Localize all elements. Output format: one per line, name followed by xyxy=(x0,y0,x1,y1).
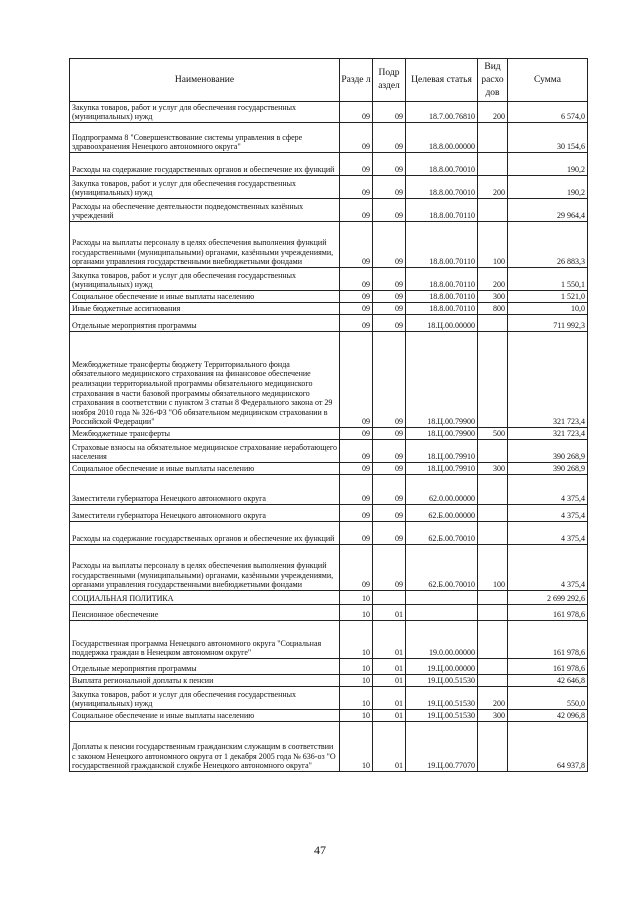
row-target-article-cell: 18.8.00.70110 xyxy=(406,199,478,222)
row-amount-cell: 4 375,4 xyxy=(508,475,588,505)
table-row xyxy=(70,545,588,591)
row-amount-cell: 321 723,4 xyxy=(508,332,588,428)
row-amount-cell: 26 883,3 xyxy=(508,222,588,268)
row-subsection-cell: 01 xyxy=(373,687,406,710)
row-amount-cell: 64 937,8 xyxy=(508,722,588,772)
row-subsection-cell: 01 xyxy=(373,659,406,675)
row-subsection-cell: 09 xyxy=(373,332,406,428)
row-subsection-cell: 09 xyxy=(373,222,406,268)
row-name-cell: Государственная программа Ненецкого автономного округа "Социальная поддержка граждан в Ненецком автономном округе" xyxy=(70,621,340,659)
row-subsection-cell: 01 xyxy=(373,605,406,621)
row-section-cell: 10 xyxy=(340,722,373,772)
row-expense-type-cell: 300 xyxy=(478,291,508,303)
row-section-cell: 09 xyxy=(340,428,373,440)
row-name-cell: Доплаты к пенсии государственным гражданским служащим в соответствии с законом Ненецкого автономного округа от 1 декабря 2005 года № 636-оз "О государственной гражданской службе Ненецкого автономного округа" xyxy=(70,722,340,772)
table-row xyxy=(70,176,588,199)
row-name-cell: Выплата региональной доплаты к пенсии xyxy=(70,675,340,687)
row-subsection-cell: 09 xyxy=(373,505,406,522)
row-section-cell: 10 xyxy=(340,675,373,687)
row-section-cell: 10 xyxy=(340,621,373,659)
header-target-article: Целевая статья xyxy=(406,59,478,102)
row-name-cell: Закупка товаров, работ и услуг для обеспечения государственных (муниципальных) нужд xyxy=(70,102,340,123)
row-name-cell: СОЦИАЛЬНАЯ ПОЛИТИКА xyxy=(70,591,340,605)
row-subsection-cell: 01 xyxy=(373,710,406,722)
row-expense-type-cell xyxy=(478,722,508,772)
row-expense-type-cell xyxy=(478,621,508,659)
row-subsection-cell: 09 xyxy=(373,463,406,475)
row-expense-type-cell xyxy=(478,505,508,522)
table-row xyxy=(70,428,588,440)
row-expense-type-cell xyxy=(478,199,508,222)
row-subsection-cell: 01 xyxy=(373,722,406,772)
row-amount-cell: 161 978,6 xyxy=(508,621,588,659)
table-row xyxy=(70,102,588,123)
row-expense-type-cell: 200 xyxy=(478,102,508,123)
row-section-cell: 09 xyxy=(340,522,373,545)
row-name-cell: Подпрограмма 8 "Совершенствование системы управления в сфере здравоохранения Ненецкого автономного округа" xyxy=(70,123,340,153)
row-amount-cell: 6 574,0 xyxy=(508,102,588,123)
row-amount-cell: 2 699 292,6 xyxy=(508,591,588,605)
row-target-article-cell: 18.Ц.00.79900 xyxy=(406,332,478,428)
row-name-cell: Пенсионное обеспечение xyxy=(70,605,340,621)
row-section-cell: 09 xyxy=(340,102,373,123)
row-section-cell: 09 xyxy=(340,303,373,315)
row-name-cell: Закупка товаров, работ и услуг для обеспечения государственных (муниципальных) нужд xyxy=(70,687,340,710)
row-amount-cell: 10,0 xyxy=(508,303,588,315)
row-expense-type-cell: 500 xyxy=(478,428,508,440)
row-subsection-cell: 09 xyxy=(373,315,406,332)
row-name-cell: Заместители губернатора Ненецкого автономного округа xyxy=(70,505,340,522)
table-row xyxy=(70,291,588,303)
row-subsection-cell: 09 xyxy=(373,440,406,463)
table-header-row xyxy=(70,59,588,102)
row-name-cell: Заместители губернатора Ненецкого автономного округа xyxy=(70,475,340,505)
row-expense-type-cell: 300 xyxy=(478,710,508,722)
row-amount-cell: 4 375,4 xyxy=(508,522,588,545)
header-subsection: Подр аздел xyxy=(373,59,406,102)
row-subsection-cell: 09 xyxy=(373,176,406,199)
row-expense-type-cell xyxy=(478,123,508,153)
row-name-cell: Расходы на содержание государственных органов и обеспечение их функций xyxy=(70,153,340,176)
row-section-cell: 09 xyxy=(340,268,373,291)
table-row xyxy=(70,722,588,772)
row-section-cell: 10 xyxy=(340,605,373,621)
budget-table xyxy=(69,58,588,772)
row-subsection-cell: 01 xyxy=(373,621,406,659)
row-amount-cell: 321 723,4 xyxy=(508,428,588,440)
row-subsection-cell: 01 xyxy=(373,675,406,687)
table-row xyxy=(70,222,588,268)
table-row xyxy=(70,440,588,463)
row-expense-type-cell xyxy=(478,522,508,545)
row-subsection-cell: 09 xyxy=(373,428,406,440)
row-section-cell: 09 xyxy=(340,123,373,153)
row-target-article-cell: 62.Б.00.70010 xyxy=(406,522,478,545)
row-name-cell: Межбюджетные трансферты бюджету Территориального фонда обязательного медицинского страхования на финансовое обеспечение реализации территориальной программы обязательного медицинского страхования в части базовой программы обязательного медицинского страхования в соответствии с пунктом 3 статьи 8 Федерального закона от 29 ноября 2010 года № 326-ФЗ "Об обязательном медицинском страховании в Российской Федерации" xyxy=(70,332,340,428)
row-section-cell: 09 xyxy=(340,475,373,505)
row-subsection-cell: 09 xyxy=(373,291,406,303)
row-target-article-cell: 19.Ц.00.51530 xyxy=(406,675,478,687)
row-amount-cell: 1 521,0 xyxy=(508,291,588,303)
row-name-cell: Расходы на выплаты персоналу в целях обеспечения выполнения функций государственными (муниципальными) органами, казёнными учреждениями, органами управления государственными внебюджетными фондами xyxy=(70,222,340,268)
table-row xyxy=(70,621,588,659)
row-section-cell: 10 xyxy=(340,659,373,675)
table-row xyxy=(70,303,588,315)
row-expense-type-cell: 100 xyxy=(478,545,508,591)
row-subsection-cell: 09 xyxy=(373,123,406,153)
row-expense-type-cell xyxy=(478,315,508,332)
row-subsection-cell: 09 xyxy=(373,102,406,123)
row-target-article-cell: 18.7.00.76810 xyxy=(406,102,478,123)
table-row xyxy=(70,153,588,176)
row-section-cell: 09 xyxy=(340,291,373,303)
table-row xyxy=(70,463,588,475)
row-target-article-cell xyxy=(406,591,478,605)
row-section-cell: 09 xyxy=(340,176,373,199)
row-target-article-cell: 19.Ц.00.51530 xyxy=(406,710,478,722)
row-expense-type-cell: 300 xyxy=(478,463,508,475)
row-subsection-cell: 09 xyxy=(373,268,406,291)
row-amount-cell: 42 646,8 xyxy=(508,675,588,687)
row-target-article-cell: 19.Ц.00.00000 xyxy=(406,659,478,675)
row-section-cell: 09 xyxy=(340,315,373,332)
row-amount-cell: 550,0 xyxy=(508,687,588,710)
row-name-cell: Расходы на выплаты персоналу в целях обеспечения выполнения функций государственными (муниципальными) органами, казёнными учреждениями, органами управления государственными внебюджетными фондами xyxy=(70,545,340,591)
row-section-cell: 09 xyxy=(340,505,373,522)
row-expense-type-cell xyxy=(478,475,508,505)
row-section-cell: 09 xyxy=(340,440,373,463)
row-target-article-cell: 18.Ц.00.00000 xyxy=(406,315,478,332)
row-section-cell: 09 xyxy=(340,153,373,176)
table-row xyxy=(70,605,588,621)
row-expense-type-cell xyxy=(478,605,508,621)
page-number: 47 xyxy=(314,843,326,857)
row-section-cell: 09 xyxy=(340,332,373,428)
row-expense-type-cell: 800 xyxy=(478,303,508,315)
row-subsection-cell: 09 xyxy=(373,522,406,545)
header-name: Наименование xyxy=(70,59,340,102)
row-name-cell: Социальное обеспечение и иные выплаты населению xyxy=(70,710,340,722)
row-amount-cell: 29 964,4 xyxy=(508,199,588,222)
row-name-cell: Расходы на содержание государственных органов и обеспечение их функций xyxy=(70,522,340,545)
table-row xyxy=(70,123,588,153)
row-expense-type-cell xyxy=(478,659,508,675)
row-target-article-cell: 18.8.00.70110 xyxy=(406,291,478,303)
row-expense-type-cell xyxy=(478,440,508,463)
table-row xyxy=(70,659,588,675)
row-target-article-cell: 18.8.00.70110 xyxy=(406,222,478,268)
row-target-article-cell: 18.8.00.70010 xyxy=(406,176,478,199)
row-amount-cell: 190,2 xyxy=(508,153,588,176)
row-section-cell: 09 xyxy=(340,463,373,475)
row-target-article-cell: 18.8.00.70010 xyxy=(406,153,478,176)
row-section-cell: 10 xyxy=(340,710,373,722)
row-amount-cell: 190,2 xyxy=(508,176,588,199)
row-amount-cell: 390 268,9 xyxy=(508,440,588,463)
row-name-cell: Страховые взносы на обязательное медицинское страхование неработающего населения xyxy=(70,440,340,463)
row-target-article-cell: 19.0.00.00000 xyxy=(406,621,478,659)
row-target-article-cell: 18.Ц.00.79910 xyxy=(406,440,478,463)
row-subsection-cell: 09 xyxy=(373,303,406,315)
table-row xyxy=(70,591,588,605)
header-amount: Сумма xyxy=(508,59,588,102)
table-row xyxy=(70,710,588,722)
table-row xyxy=(70,315,588,332)
table-row xyxy=(70,475,588,505)
row-target-article-cell: 18.Ц.00.79900 xyxy=(406,428,478,440)
row-target-article-cell xyxy=(406,605,478,621)
header-section: Разде л xyxy=(340,59,373,102)
table-body xyxy=(70,102,588,772)
table-row xyxy=(70,687,588,710)
row-amount-cell: 4 375,4 xyxy=(508,505,588,522)
row-expense-type-cell: 200 xyxy=(478,268,508,291)
row-name-cell: Закупка товаров, работ и услуг для обеспечения государственных (муниципальных) нужд xyxy=(70,176,340,199)
row-amount-cell: 711 992,3 xyxy=(508,315,588,332)
row-name-cell: Закупка товаров, работ и услуг для обеспечения государственных (муниципальных) нужд xyxy=(70,268,340,291)
row-name-cell: Иные бюджетные ассигнования xyxy=(70,303,340,315)
row-expense-type-cell: 200 xyxy=(478,176,508,199)
row-section-cell: 09 xyxy=(340,545,373,591)
row-expense-type-cell xyxy=(478,332,508,428)
row-expense-type-cell: 100 xyxy=(478,222,508,268)
row-target-article-cell: 18.Ц.00.79910 xyxy=(406,463,478,475)
row-target-article-cell: 62.Б.00.70010 xyxy=(406,545,478,591)
row-target-article-cell: 18.8.00.70110 xyxy=(406,268,478,291)
table-row xyxy=(70,522,588,545)
row-target-article-cell: 62.0.00.00000 xyxy=(406,475,478,505)
row-amount-cell: 161 978,6 xyxy=(508,605,588,621)
row-name-cell: Отдельные мероприятия программы xyxy=(70,315,340,332)
row-amount-cell: 161 978,6 xyxy=(508,659,588,675)
row-name-cell: Расходы на обеспечение деятельности подведомственных казённых учреждений xyxy=(70,199,340,222)
row-section-cell: 10 xyxy=(340,591,373,605)
row-expense-type-cell xyxy=(478,675,508,687)
row-subsection-cell: 09 xyxy=(373,199,406,222)
table-row xyxy=(70,199,588,222)
table-row xyxy=(70,505,588,522)
row-target-article-cell: 19.Ц.00.51530 xyxy=(406,687,478,710)
row-name-cell: Социальное обеспечение и иные выплаты населению xyxy=(70,463,340,475)
table-row xyxy=(70,675,588,687)
row-expense-type-cell xyxy=(478,153,508,176)
row-name-cell: Отдельные мероприятия программы xyxy=(70,659,340,675)
row-expense-type-cell: 200 xyxy=(478,687,508,710)
row-amount-cell: 1 550,1 xyxy=(508,268,588,291)
row-section-cell: 09 xyxy=(340,199,373,222)
row-target-article-cell: 18.8.00.70110 xyxy=(406,303,478,315)
row-section-cell: 09 xyxy=(340,222,373,268)
row-expense-type-cell xyxy=(478,591,508,605)
row-amount-cell: 30 154,6 xyxy=(508,123,588,153)
header-expense-type: Вид расхо дов xyxy=(478,59,508,102)
row-name-cell: Социальное обеспечение и иные выплаты населению xyxy=(70,291,340,303)
row-target-article-cell: 62.Б.00.00000 xyxy=(406,505,478,522)
row-amount-cell: 390 268,9 xyxy=(508,463,588,475)
row-subsection-cell: 09 xyxy=(373,153,406,176)
row-target-article-cell: 18.8.00.00000 xyxy=(406,123,478,153)
row-subsection-cell xyxy=(373,591,406,605)
row-target-article-cell: 19.Ц.00.77070 xyxy=(406,722,478,772)
row-subsection-cell: 09 xyxy=(373,475,406,505)
row-name-cell: Межбюджетные трансферты xyxy=(70,428,340,440)
row-section-cell: 10 xyxy=(340,687,373,710)
table-row xyxy=(70,332,588,428)
table-row xyxy=(70,268,588,291)
row-amount-cell: 4 375,4 xyxy=(508,545,588,591)
row-amount-cell: 42 096,8 xyxy=(508,710,588,722)
row-subsection-cell: 09 xyxy=(373,545,406,591)
